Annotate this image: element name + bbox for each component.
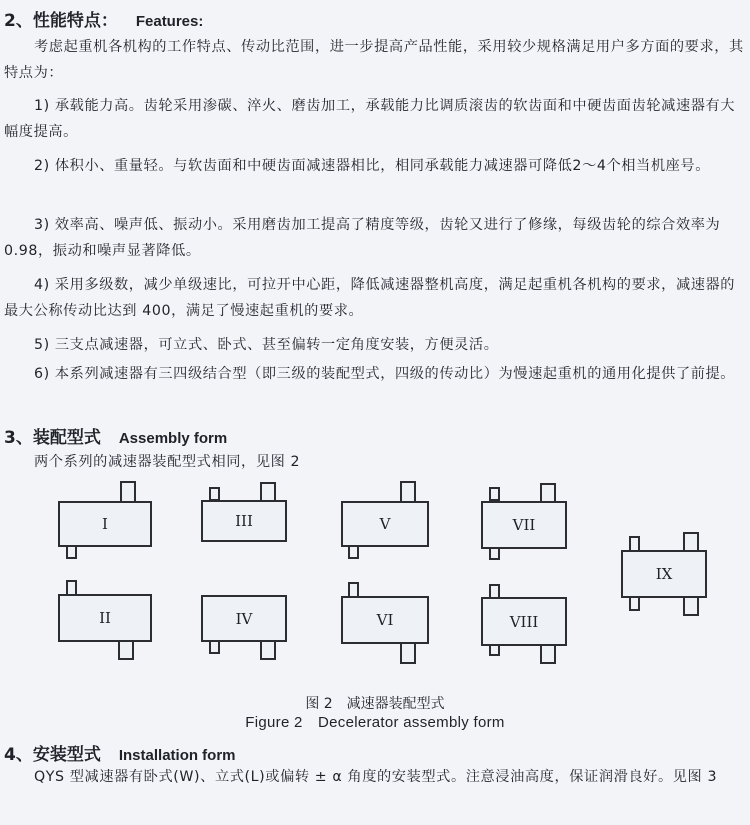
section2-intro: 考虑起重机各机构的工作特点、传动比范围，进一步提高产品性能，采用较少规格满足用户多方面的要求，其特点为： [4, 39, 744, 81]
form-IX-box: IX [621, 550, 707, 598]
shaft [66, 545, 77, 559]
section3-title-en: Assembly form [118, 430, 228, 447]
section4-heading [4, 740, 236, 765]
form-IV-box: IV [201, 595, 287, 642]
form-VIII-box: VIII [481, 597, 567, 646]
shaft [489, 487, 500, 501]
section2-heading [4, 6, 203, 31]
section3-intro: 两个系列的减速器装配型式相同，见图 2 [34, 454, 301, 470]
shaft [260, 640, 276, 660]
shaft [683, 532, 699, 552]
shaft [209, 640, 220, 654]
section4-intro: QYS 型减速器有卧式(W)、立式(L)或偏转 ± α 角度的安装型式。注意浸油高度，保证润滑良好。见图 3 [34, 769, 718, 785]
form-I-box: I [58, 501, 152, 547]
shaft [400, 481, 416, 503]
section3-title-zh: 3、装配型式 [4, 428, 101, 448]
feature-3: 3) 效率高、噪声低、振动小。采用磨齿加工提高了精度等级，齿轮又进行了修缘，每级齿轮的综合效率为 0.98，振动和噪声显著降低。 [4, 217, 721, 259]
shaft [629, 596, 640, 611]
form-II-box: II [58, 594, 152, 642]
feature-2: 2) 体积小、重量轻。与软齿面和中硬齿面减速器相比，相同承载能力减速器可降低2～4个相当机座号。 [34, 158, 710, 174]
shaft [400, 642, 416, 664]
feature-4: 4) 采用多级数，减少单级速比，可拉开中心距，降低减速器整机高度，满足起重机各机构的要求，减速器的最大公称传动比达到 400，满足了慢速起重机的要求。 [4, 277, 736, 319]
shaft [348, 545, 359, 559]
form-VI-box: VI [341, 596, 429, 644]
assembly-diagram [0, 470, 750, 700]
section2-title-zh: 2、性能特点： [4, 11, 118, 31]
section4-title-zh: 4、安装型式 [4, 745, 101, 765]
shaft [209, 487, 220, 501]
form-V-box: V [341, 501, 429, 547]
feature-5: 5) 三支点减速器，可立式、卧式、甚至偏转一定角度安装，方便灵活。 [34, 337, 499, 353]
form-III-box: III [201, 500, 287, 542]
shaft [683, 596, 699, 616]
shaft [120, 481, 136, 503]
section3-heading [4, 423, 227, 448]
shaft [540, 483, 556, 503]
figure-caption-zh: 图 2 减速器装配型式 [305, 696, 445, 712]
section2-title-en: Features: [135, 13, 204, 30]
shaft [118, 640, 134, 660]
feature-1: 1) 承载能力高。齿轮采用渗碳、淬火、磨齿加工，承载能力比调质滚齿的软齿面和中硬齿面齿轮减速器有大幅度提高。 [4, 98, 736, 140]
section4-title-en: Installation form [118, 747, 236, 764]
figure-caption-en: Figure 2 Decelerator assembly form [245, 714, 505, 731]
feature-6: 6) 本系列减速器有三四级结合型（即三级的装配型式，四级的传动比）为慢速起重机的通用化提供了前提。 [34, 366, 736, 382]
form-VII-box: VII [481, 501, 567, 549]
shaft [260, 482, 276, 502]
